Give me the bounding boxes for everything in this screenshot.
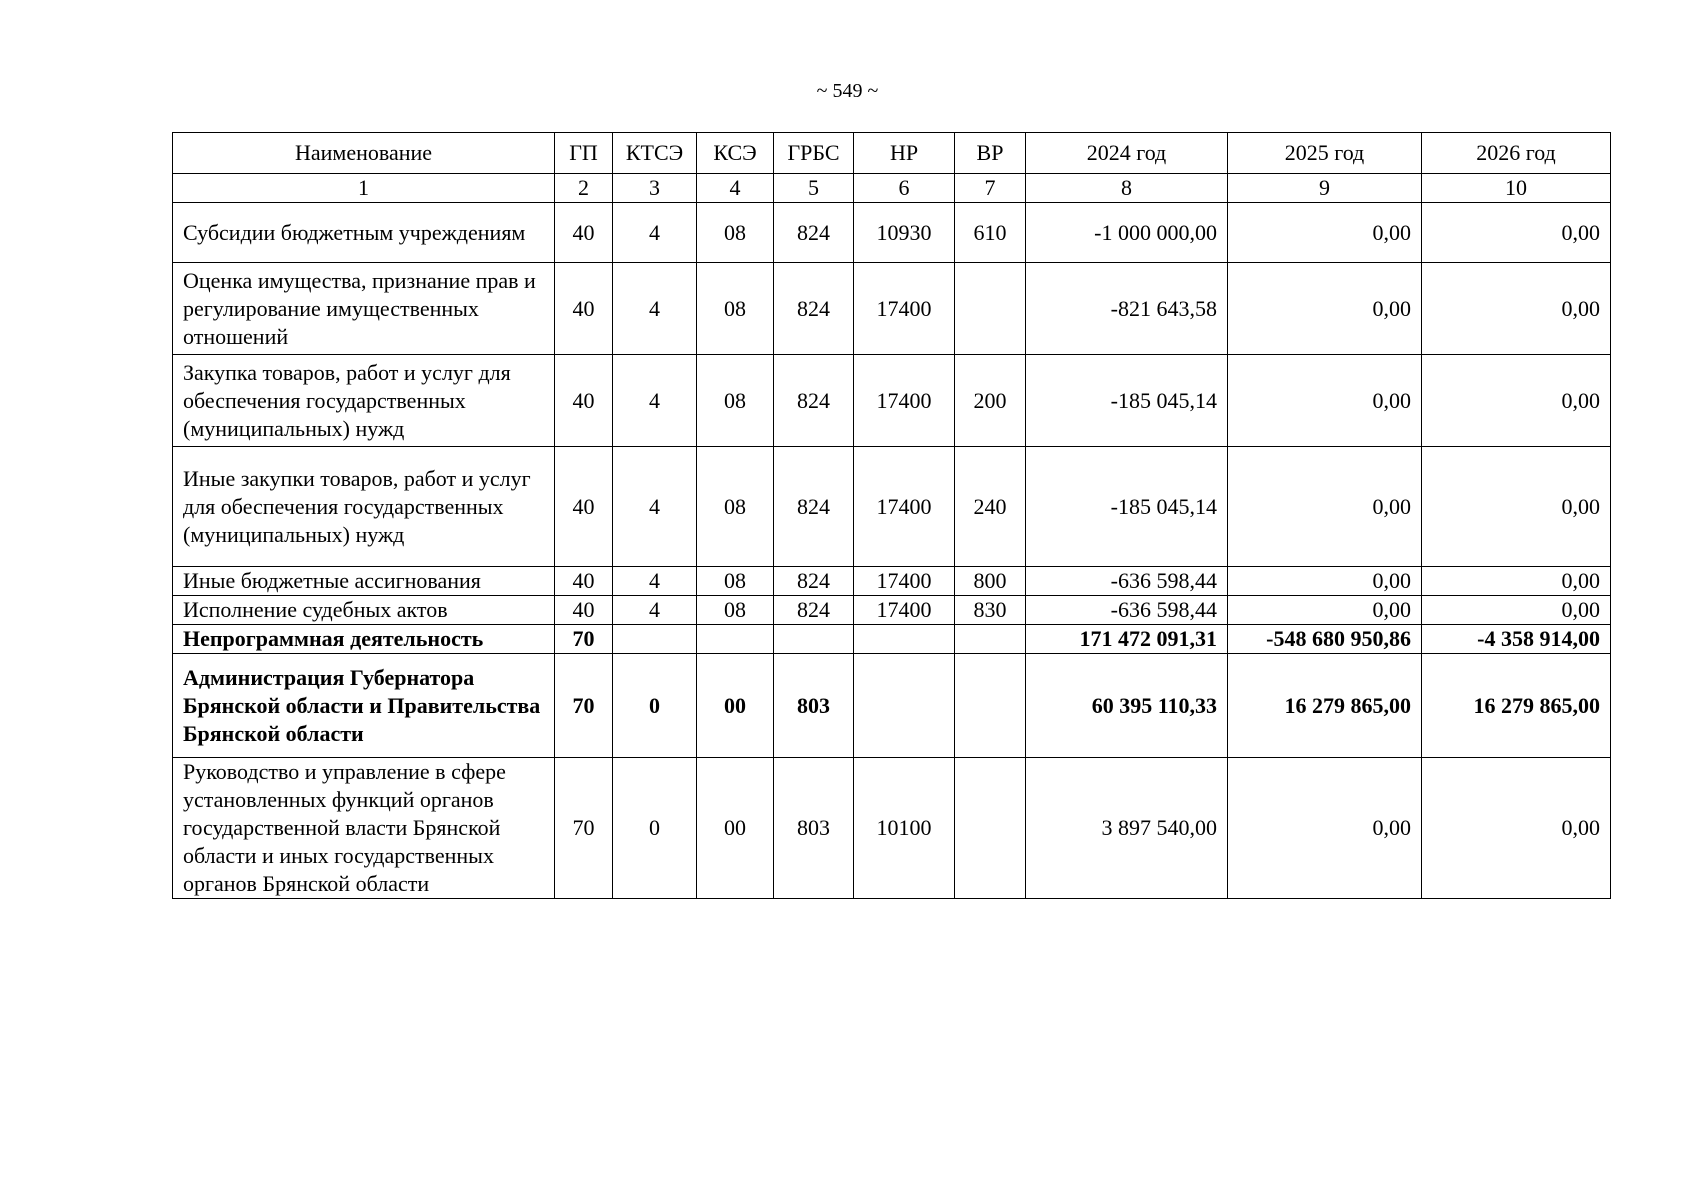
- row-name: Администрация Губернатора Брянской области и Правительства Брянской области: [173, 654, 555, 758]
- row-nr: 17400: [854, 263, 955, 355]
- row-kse: 08: [697, 355, 774, 447]
- row-2025: 0,00: [1228, 203, 1422, 263]
- row-vr: 830: [955, 596, 1026, 625]
- table-row: [173, 758, 1611, 899]
- row-ktse: 0: [613, 758, 697, 899]
- row-ktse: 4: [613, 447, 697, 567]
- row-2026: 0,00: [1422, 758, 1611, 899]
- row-gp: 40: [555, 596, 613, 625]
- row-gp: 40: [555, 567, 613, 596]
- table-body: [173, 174, 1611, 899]
- row-2026: 0,00: [1422, 355, 1611, 447]
- row-kse: 08: [697, 263, 774, 355]
- row-grbs: 824: [774, 567, 854, 596]
- row-ktse: [613, 625, 697, 654]
- row-2026: 16 279 865,00: [1422, 654, 1611, 758]
- row-2025: 0,00: [1228, 447, 1422, 567]
- row-name: Субсидии бюджетным учреждениям: [173, 203, 555, 263]
- page-number: ~ 549 ~: [816, 80, 879, 102]
- column-number: 1: [173, 174, 555, 203]
- column-number: 4: [697, 174, 774, 203]
- row-ktse: 0: [613, 654, 697, 758]
- row-2024: -1 000 000,00: [1026, 203, 1228, 263]
- table-row: [173, 625, 1611, 654]
- row-ktse: 4: [613, 596, 697, 625]
- row-nr: 17400: [854, 355, 955, 447]
- row-grbs: 824: [774, 596, 854, 625]
- row-ktse: 4: [613, 203, 697, 263]
- row-kse: 08: [697, 567, 774, 596]
- row-name: Иные закупки товаров, работ и услуг для обеспечения государственных (муниципальных) нужд: [173, 447, 555, 567]
- row-gp: 40: [555, 263, 613, 355]
- row-2024: 3 897 540,00: [1026, 758, 1228, 899]
- table-row: [173, 567, 1611, 596]
- row-nr: 17400: [854, 447, 955, 567]
- column-number: 7: [955, 174, 1026, 203]
- row-vr: 800: [955, 567, 1026, 596]
- row-kse: 00: [697, 654, 774, 758]
- column-number: 2: [555, 174, 613, 203]
- table-row: [173, 355, 1611, 447]
- row-vr: 200: [955, 355, 1026, 447]
- row-name: Непрограммная деятельность: [173, 625, 555, 654]
- column-number: 10: [1422, 174, 1611, 203]
- row-nr: 10930: [854, 203, 955, 263]
- row-2024: 60 395 110,33: [1026, 654, 1228, 758]
- row-2026: 0,00: [1422, 263, 1611, 355]
- row-2025: 16 279 865,00: [1228, 654, 1422, 758]
- header-name: Наименование: [173, 133, 555, 174]
- row-2025: 0,00: [1228, 355, 1422, 447]
- table-row: [173, 654, 1611, 758]
- row-name: Закупка товаров, работ и услуг для обеспечения государственных (муниципальных) нужд: [173, 355, 555, 447]
- row-vr: [955, 263, 1026, 355]
- row-2025: 0,00: [1228, 596, 1422, 625]
- header-row: [173, 133, 1611, 174]
- table-row: [173, 596, 1611, 625]
- column-number: 8: [1026, 174, 1228, 203]
- row-grbs: 824: [774, 203, 854, 263]
- row-name: Оценка имущества, признание прав и регулирование имущественных отношений: [173, 263, 555, 355]
- row-grbs: 803: [774, 758, 854, 899]
- row-2026: 0,00: [1422, 203, 1611, 263]
- column-number: 3: [613, 174, 697, 203]
- row-name: Исполнение судебных актов: [173, 596, 555, 625]
- row-2026: 0,00: [1422, 596, 1611, 625]
- row-nr: 10100: [854, 758, 955, 899]
- column-number: 6: [854, 174, 955, 203]
- row-name: Иные бюджетные ассигнования: [173, 567, 555, 596]
- column-number: 5: [774, 174, 854, 203]
- row-nr: 17400: [854, 596, 955, 625]
- row-vr: 610: [955, 203, 1026, 263]
- row-2025: -548 680 950,86: [1228, 625, 1422, 654]
- row-grbs: [774, 625, 854, 654]
- table-row: [173, 447, 1611, 567]
- row-kse: 08: [697, 203, 774, 263]
- column-numbers-row: [173, 174, 1611, 203]
- row-2025: 0,00: [1228, 758, 1422, 899]
- row-nr: [854, 654, 955, 758]
- row-2025: 0,00: [1228, 263, 1422, 355]
- row-2024: -821 643,58: [1026, 263, 1228, 355]
- row-2024: -636 598,44: [1026, 596, 1228, 625]
- row-2024: 171 472 091,31: [1026, 625, 1228, 654]
- row-2024: -636 598,44: [1026, 567, 1228, 596]
- budget-table: [172, 132, 1611, 899]
- row-kse: 00: [697, 758, 774, 899]
- header-2024: 2024 год: [1026, 133, 1228, 174]
- row-2024: -185 045,14: [1026, 447, 1228, 567]
- row-kse: [697, 625, 774, 654]
- row-2026: -4 358 914,00: [1422, 625, 1611, 654]
- column-number: 9: [1228, 174, 1422, 203]
- header-gp: ГП: [555, 133, 613, 174]
- header-vr: ВР: [955, 133, 1026, 174]
- row-nr: [854, 625, 955, 654]
- table-row: [173, 203, 1611, 263]
- row-gp: 40: [555, 355, 613, 447]
- row-vr: 240: [955, 447, 1026, 567]
- header-ktse: КТСЭ: [613, 133, 697, 174]
- row-kse: 08: [697, 596, 774, 625]
- header-2025: 2025 год: [1228, 133, 1422, 174]
- row-gp: 40: [555, 203, 613, 263]
- row-grbs: 803: [774, 654, 854, 758]
- row-gp: 40: [555, 447, 613, 567]
- header-grbs: ГРБС: [774, 133, 854, 174]
- row-2024: -185 045,14: [1026, 355, 1228, 447]
- row-2026: 0,00: [1422, 447, 1611, 567]
- row-nr: 17400: [854, 567, 955, 596]
- row-grbs: 824: [774, 447, 854, 567]
- row-name: Руководство и управление в сфере установленных функций органов государственной власти Брянской области и иных государственных органов Брянской области: [173, 758, 555, 899]
- row-ktse: 4: [613, 355, 697, 447]
- row-gp: 70: [555, 625, 613, 654]
- row-grbs: 824: [774, 263, 854, 355]
- row-kse: 08: [697, 447, 774, 567]
- row-2025: 0,00: [1228, 567, 1422, 596]
- row-vr: [955, 758, 1026, 899]
- row-ktse: 4: [613, 263, 697, 355]
- row-ktse: 4: [613, 567, 697, 596]
- table-row: [173, 263, 1611, 355]
- header-2026: 2026 год: [1422, 133, 1611, 174]
- row-2026: 0,00: [1422, 567, 1611, 596]
- row-vr: [955, 625, 1026, 654]
- header-kse: КСЭ: [697, 133, 774, 174]
- row-grbs: 824: [774, 355, 854, 447]
- header-nr: НР: [854, 133, 955, 174]
- row-gp: 70: [555, 758, 613, 899]
- row-vr: [955, 654, 1026, 758]
- row-gp: 70: [555, 654, 613, 758]
